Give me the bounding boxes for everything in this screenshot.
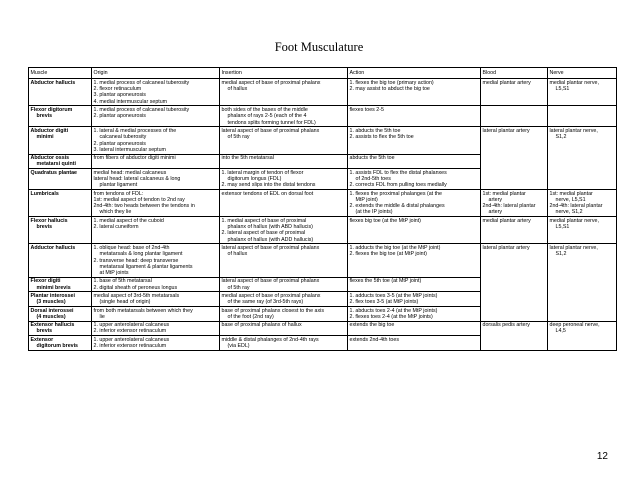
origin-cell (92, 306, 220, 321)
muscle-cell (29, 154, 92, 169)
header-origin: Origin (92, 68, 220, 79)
action-cell (348, 127, 481, 154)
origin-line: metatarsal ligament & plantar ligaments (99, 263, 193, 270)
origin-line: 1. upper anterolateral calcaneus (93, 336, 170, 343)
origin-line: 2. inferior extensor retinaculum (93, 342, 167, 349)
action-cell (348, 189, 481, 216)
nerve-line: S1,2 (555, 134, 567, 141)
origin-line: 4. medial intermuscular septum (93, 98, 168, 105)
blood-line: lateral plantar artery (482, 127, 530, 134)
action-cell (348, 244, 481, 277)
insertion-line: of hallux (227, 251, 248, 258)
origin-cell (92, 154, 220, 169)
origin-line: 1. upper anterolateral calcaneus (93, 322, 170, 329)
action-line: 1. abducts the 5th toe (349, 127, 401, 134)
origin-line: 2. plantar aponeurosis (93, 113, 146, 120)
origin-line: medial head: medial calcaneus (93, 169, 167, 176)
nerve-line: medial plantar nerve, (549, 79, 599, 86)
nerve-line: L5,S1 (555, 224, 570, 231)
blood-line: 2nd-4th: lateral plantar (482, 203, 536, 210)
header-nerve: Nerve (548, 68, 617, 79)
nerve-line: nerve, L5,S1 (555, 196, 586, 203)
insertion-line: of hallux (227, 86, 248, 93)
nerve-cell (548, 321, 617, 350)
insertion-line: lateral aspect of base of proximal phalanx (221, 244, 320, 251)
origin-line: which they lie (99, 209, 132, 216)
nerve-line: nerve, S1,2 (555, 209, 583, 216)
nerve-line: S1,2 (555, 251, 567, 258)
action-line: 2. extends the middle & distal phalanges (349, 203, 445, 210)
action-line: extends 2nd-4th toes (349, 336, 399, 343)
blood-line: dorsalis pedis artery (482, 322, 530, 329)
insertion-line: of the same ray (of 3rd-5th rays) (227, 299, 304, 306)
nerve-cell (548, 189, 617, 216)
origin-line: 1st: medial aspect of tendon to 2nd ray (93, 196, 185, 203)
origin-line: metatarsals & long plantar ligament (99, 251, 183, 258)
origin-line: calcaneal tuberosity (99, 134, 147, 141)
origin-line: 1. lateral & medial processes of the (93, 127, 177, 134)
action-line: 2. corrects FDL from pulling toes medially (349, 182, 447, 189)
origin-line: 1. oblique head: base of 2nd-4th (93, 244, 170, 251)
muscle-line: brevis (36, 328, 53, 335)
nerve-cell (548, 217, 617, 244)
action-line: extends the big toe (349, 322, 395, 329)
blood-cell (481, 127, 548, 190)
insertion-line: tendons splits forming tunnel for FDL) (227, 119, 316, 126)
origin-cell (92, 217, 220, 244)
insertion-cell (220, 217, 348, 244)
insertion-cell (220, 306, 348, 321)
nerve-line: 1st: medial plantar (549, 190, 593, 197)
origin-line: 2. lateral cuneiform (93, 224, 139, 231)
action-cell (348, 321, 481, 336)
nerve-cell (548, 244, 617, 321)
origin-cell (92, 169, 220, 190)
origin-line: 1. medial process of calcaneal tuberosity (93, 107, 190, 114)
origin-line: at MtP joints (99, 270, 129, 277)
action-line: 1. abducts toes 2-4 (at the MtP joints) (349, 307, 438, 314)
muscle-line: minimi brevis (36, 284, 71, 291)
muscle-line: Plantar interossei (30, 292, 75, 299)
action-cell (348, 306, 481, 321)
muscle-cell (29, 336, 92, 351)
action-line: 2. flexes toes 2-4 (at the MtP joints) (349, 313, 433, 320)
nerve-line: 2nd-4th: lateral plantar (549, 203, 603, 210)
muscle-line: Adductor hallucis (30, 244, 76, 251)
action-line: 1. assists FDL to flex the distal phalanxes (349, 169, 447, 176)
origin-cell (92, 189, 220, 216)
action-cell (348, 277, 481, 292)
insertion-line: of the foot (2nd ray) (227, 313, 274, 320)
origin-line: 1. medial aspect of the cuboid (93, 217, 164, 224)
insertion-line: of 5th ray (227, 134, 250, 141)
action-line: MtP joint) (355, 196, 378, 203)
action-cell (348, 79, 481, 106)
nerve-line: medial plantar nerve, (549, 217, 599, 224)
insertion-cell (220, 244, 348, 277)
origin-line: 1. base of 5th metatarsal (93, 278, 152, 285)
muscle-line: Lumbricals (30, 190, 59, 197)
muscle-cell (29, 244, 92, 277)
muscle-cell (29, 169, 92, 190)
nerve-line: lateral plantar nerve, (549, 127, 598, 134)
foot-muscle-table (28, 67, 617, 351)
insertion-cell (220, 321, 348, 336)
origin-line: plantar ligament (99, 182, 138, 189)
insertion-line: medial aspect of base of proximal phalanx (221, 79, 321, 86)
origin-line: from tendons of FDL: (93, 190, 144, 197)
origin-line: medial aspect of 3rd-5th metatarsals (93, 292, 180, 299)
action-line: flexes the 5th toe (at MtP joint) (349, 278, 422, 285)
blood-cell (481, 189, 548, 216)
header-muscle: Muscle (29, 68, 92, 79)
blood-line: lateral plantar artery (482, 244, 530, 251)
origin-line: 2. digital sheath of peroneus longus (93, 284, 178, 291)
insertion-line: phalanx of rays 2-5 (each of the 4 (227, 113, 307, 120)
insertion-line: base of proximal phalanx of hallux (221, 322, 302, 329)
nerve-cell (548, 106, 617, 127)
origin-cell (92, 244, 220, 277)
origin-line: (single head of origin) (99, 299, 151, 306)
insertion-line: medial aspect of base of proximal phalanx (221, 292, 321, 299)
origin-cell (92, 292, 220, 307)
insertion-cell (220, 127, 348, 154)
action-line: flexes big toe (at the MtP joint) (349, 217, 421, 224)
action-line: 1. flexes the proximal phalanges (at the (349, 190, 442, 197)
origin-cell (92, 127, 220, 154)
insertion-cell (220, 336, 348, 351)
action-cell (348, 169, 481, 190)
action-cell (348, 154, 481, 169)
action-line: 2. may assist to abduct the big toe (349, 86, 430, 93)
origin-cell (92, 277, 220, 292)
muscle-line: (3 muscles) (36, 299, 66, 306)
muscle-line: metatarsi quinti (36, 161, 76, 168)
insertion-cell (220, 189, 348, 216)
action-line: 2. assists to flex the 5th toe (349, 134, 414, 141)
action-line: flexes toes 2-5 (349, 107, 384, 114)
muscle-line: brevis (36, 224, 53, 231)
insertion-line: extensor tendons of EDL on dorsal foot (221, 190, 314, 197)
origin-line: 1. medial process of calcaneal tuberosity (93, 79, 190, 86)
blood-cell (481, 244, 548, 321)
insertion-line: base of proximal phalanx closest to the axis (221, 307, 324, 314)
muscle-cell (29, 306, 92, 321)
blood-line: medial plantar artery (482, 79, 531, 86)
insertion-cell (220, 106, 348, 127)
page-number: 12 (596, 451, 608, 462)
muscle-cell (29, 189, 92, 216)
origin-line: 2. flexor retinaculum (93, 86, 142, 93)
header-row (29, 68, 617, 79)
blood-line: artery (488, 209, 503, 216)
action-cell (348, 106, 481, 127)
table-row (29, 79, 617, 106)
table-row (29, 217, 617, 244)
muscle-cell (29, 277, 92, 292)
blood-cell (481, 321, 548, 350)
insertion-line: 2. lateral aspect of base of proximal (221, 230, 306, 237)
origin-line: 2nd-4th: two heads between the tendons in (93, 203, 195, 210)
insertion-cell (220, 154, 348, 169)
insertion-line: of 5th ray (227, 284, 250, 291)
muscle-line: Quadratus plantae (30, 169, 78, 176)
origin-line: from fibers of abductor digiti minimi (93, 155, 176, 162)
origin-line: lateral head: lateral calcaneus & long (93, 175, 181, 182)
action-cell (348, 336, 481, 351)
blood-line: 1st: medial plantar (482, 190, 526, 197)
muscle-line: digitorum brevis (36, 342, 78, 349)
insertion-cell (220, 292, 348, 307)
nerve-line: L4,5 (555, 328, 566, 335)
blood-cell (481, 79, 548, 106)
muscle-cell (29, 127, 92, 154)
header-insertion: Insertion (220, 68, 348, 79)
action-line: abducts the 5th toe (349, 155, 395, 162)
muscle-cell (29, 106, 92, 127)
origin-line: 2. inferior extensor retinaculum (93, 328, 167, 335)
insertion-line: middle & distal phalanges of 2nd-4th rays (221, 336, 319, 343)
insertion-line: lateral aspect of base of proximal phalanx (221, 278, 320, 285)
muscle-line: Extensor hallucis (30, 322, 75, 329)
muscle-line: Abductor hallucis (30, 79, 76, 86)
action-cell (348, 292, 481, 307)
muscle-line: minimi (36, 134, 54, 141)
muscle-line: Flexor digitorum (30, 107, 73, 114)
table-row (29, 321, 617, 336)
muscle-line: Dorsal interossei (30, 307, 74, 314)
insertion-line: lateral aspect of base of proximal phalanx (221, 127, 320, 134)
table-row (29, 127, 617, 154)
muscle-line: Abductor digiti (30, 127, 69, 134)
insertion-line: 2. may send slips into the distal tendons (221, 182, 316, 189)
insertion-cell (220, 79, 348, 106)
origin-line: 3. lateral intermuscular septum (93, 146, 166, 153)
muscle-line: brevis (36, 113, 53, 120)
origin-cell (92, 79, 220, 106)
insertion-line: into the 5th metatarsal (221, 155, 274, 162)
origin-line: 2. transverse head: deep transverse (93, 257, 179, 264)
action-line: 1. adducts toes 3-5 (at the MtP joints) (349, 292, 438, 299)
table-body (29, 79, 617, 350)
insertion-line: digitorum longus (FDL) (227, 175, 282, 182)
header-action: Action (348, 68, 481, 79)
nerve-cell (548, 79, 617, 106)
muscle-line: (4 muscles) (36, 313, 66, 320)
origin-line: 2. plantar aponeurosis (93, 140, 146, 147)
nerve-cell (548, 127, 617, 190)
nerve-line: deep peroneal nerve, (549, 322, 600, 329)
origin-line: lie (99, 313, 105, 320)
blood-line: artery (488, 196, 503, 203)
origin-cell (92, 336, 220, 351)
origin-cell (92, 321, 220, 336)
muscle-cell (29, 292, 92, 307)
table-row (29, 244, 617, 277)
insertion-line: 1. medial aspect of base of proximal (221, 217, 307, 224)
nerve-line: L5,S1 (555, 86, 570, 93)
action-line: of 2nd-5th toes (355, 175, 391, 182)
action-line: (at the IP joints) (355, 209, 393, 216)
action-cell (348, 217, 481, 244)
origin-line: from both metatarsals between which they (93, 307, 193, 314)
muscle-line: Flexor hallucis (30, 217, 68, 224)
action-line: 2. flex toes 3-5 (at MtP joints) (349, 299, 419, 306)
insertion-line: (via EDL) (227, 342, 250, 349)
muscle-cell (29, 321, 92, 336)
insertion-line: 1. lateral margin of tendon of flexor (221, 169, 304, 176)
muscle-line: Flexor digiti (30, 278, 61, 285)
muscle-cell (29, 79, 92, 106)
nerve-line: lateral plantar nerve, (549, 244, 598, 251)
insertion-line: phalanx of hallux (with ADD hallucis) (227, 236, 314, 243)
header-blood: Blood (481, 68, 548, 79)
origin-cell (92, 106, 220, 127)
muscle-cell (29, 217, 92, 244)
blood-line: medial plantar artery (482, 217, 531, 224)
action-line: 2. flexes the big toe (at MtP joint) (349, 251, 427, 258)
table-row (29, 106, 617, 127)
action-line: 1. adducts the big toe (at the MtP joint) (349, 244, 441, 251)
table-row (29, 189, 617, 216)
page-title: Foot Musculature (274, 40, 364, 54)
muscle-line: Extensor (30, 336, 54, 343)
blood-cell (481, 217, 548, 244)
insertion-line: both sides of the bases of the middle (221, 107, 308, 114)
muscle-line: Abductor ossis (30, 155, 70, 162)
action-line: 1. flexes the big toe (primary action) (349, 79, 434, 86)
insertion-line: phalanx of hallux (with ABD hallucis) (227, 224, 313, 231)
origin-line: 3. plantar aponeurosis (93, 92, 146, 99)
insertion-cell (220, 277, 348, 292)
blood-cell (481, 106, 548, 127)
insertion-cell (220, 169, 348, 190)
